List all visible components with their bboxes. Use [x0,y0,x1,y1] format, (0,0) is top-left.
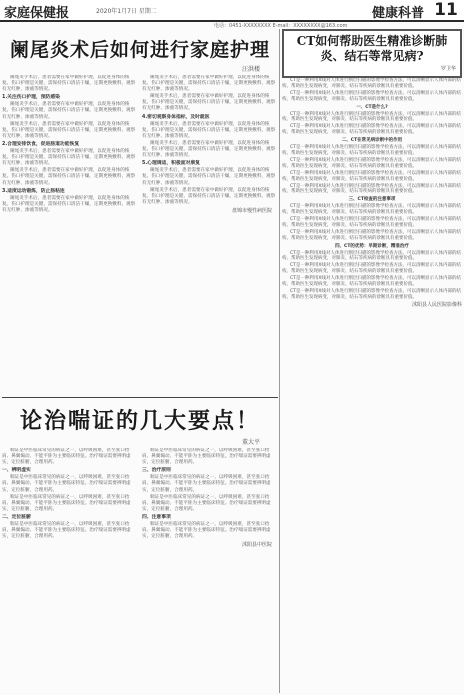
paragraph: 喘证是中医临床常见的病证之一，以呼吸困难，甚至张口抬肩、鼻翼煽动、不能平卧为主要临床特征。治疗喘证需要辨明虚实，定位脏腑，合理用药。 [142,494,271,512]
paragraph: 阑尾炎手术后，患者需要在家中做好护理，以促进身体的恢复。伤口护理是关键，需保持伤口清洁干燥，定期更换敷料，观察有无红肿、渗液等情况。 [142,168,276,186]
section-title: 健康科普 [371,6,424,21]
paragraph: 喘证是中医临床常见的病证之一，以呼吸困难，甚至张口抬肩、鼻翼煽动、不能平卧为主要临床特征。治疗喘证需要辨明虚实，定位脏腑，合理用药。 [2,475,131,493]
paragraph: 阑尾炎手术后，患者需要在家中做好护理，以促进身体的恢复。伤口护理是关键，需保持伤口清洁干燥，定期更换敷料，观察有无红肿、渗液等情况。 [2,75,136,93]
subheading: 一、辨明虚实 [2,468,31,474]
paragraph: 阑尾炎手术后，患者需要在家中做好护理，以促进身体的恢复。伤口护理是关键，需保持伤口清洁干燥，定期更换敷料，观察有无红肿、渗液等情况。 [2,168,136,186]
paragraph: 阑尾炎手术后，患者需要在家中做好护理，以促进身体的恢复。伤口护理是关键，需保持伤口清洁干燥，定期更换敷料，观察有无红肿、渗液等情况。 [142,140,276,159]
subheading: 1.关注伤口护理，预防感染 [2,95,60,101]
subheading: 一、CT是什么? [356,104,388,110]
article-title: 论治喘证的几大要点！ [19,408,260,434]
article-byline: 董大平 [241,439,260,446]
article-title: CT如何帮助医生精准诊断肺炎、结石等常见病? [296,34,448,63]
contact-line: 电话：0451-XXXXXXXX E-mail：XXXXXXXX@163.com [214,23,348,29]
subheading: 4.密切观察身体指标，及时就医 [142,114,210,120]
paragraph: CT是一种利用X线对人体进行断层扫描的影像学检查方法，可以清晰显示人体内部的结构，帮助医生发现病变，对肺炎、结石等疾病的诊断具有重要价值。 [282,157,461,169]
subheading: 四、注意事项 [142,514,171,520]
text-column [142,448,278,548]
subheading: 三、CT检查的注意事项 [348,197,396,203]
paragraph: CT是一种利用X线对人体进行断层扫描的影像学检查方法，可以清晰显示人体内部的结构，帮助医生发现病变，对肺炎、结石等疾病的诊断具有重要价值。 [282,78,461,89]
paragraph: CT是一种利用X线对人体进行断层扫描的影像学检查方法，可以清晰显示人体内部的结构，帮助医生发现病变，对肺炎、结石等疾病的诊断具有重要价值。 [282,90,461,102]
subheading: 二、定位脏腑 [2,514,31,520]
issue-date: 2020年1月7日 星期二 [96,8,157,15]
paper-title: 家庭保健报 [4,6,70,21]
headline-box [282,29,462,78]
paragraph: CT是一种利用X线对人体进行断层扫描的影像学检查方法，可以清晰显示人体内部的结构，帮助医生发现病变，对肺炎、结石等疾病的诊断具有重要价值。 [282,204,461,216]
paragraph: 阑尾炎手术后，患者需要在家中做好护理，以促进身体的恢复。伤口护理是关键，需保持伤口清洁干燥，定期更换敷料，观察有无红肿、渗液等情况。 [142,94,276,112]
paragraph: 喘证是中医临床常见的病证之一，以呼吸困难，甚至张口抬肩、鼻翼煽动、不能平卧为主要临床特征。治疗喘证需要辨明虚实，定位脏腑，合理用药。 [142,475,271,493]
paragraph: CT是一种利用X线对人体进行断层扫描的影像学检查方法，可以清晰显示人体内部的结构，帮助医生发现病变，对肺炎、结石等疾病的诊断具有重要价值。 [282,276,461,288]
paragraph: CT是一种利用X线对人体进行断层扫描的影像学检查方法，可以清晰显示人体内部的结构，帮助医生发现病变，对肺炎、结石等疾病的诊断具有重要价值。 [282,229,461,241]
paragraph: 阑尾炎手术后，患者需要在家中做好护理，以促进身体的恢复。伤口护理是关键，需保持伤口清洁干燥，定期更换敷料，观察有无红肿、渗液等情况。 [142,75,276,93]
subheading: 3.适度运动锻炼，防止肠粘连 [2,188,65,194]
paragraph: CT是一种利用X线对人体进行断层扫描的影像学检查方法，可以清晰显示人体内部的结构，帮助医生发现病变，对肺炎、结石等疾病的诊断具有重要价值。 [282,263,461,275]
paragraph: 阑尾炎手术后，患者需要在家中做好护理，以促进身体的恢复。伤口护理是关键，需保持伤口清洁干燥，定期更换敷料，观察有无红肿、渗液等情况。 [2,121,136,139]
article-title: 阑尾炎术后如何进行家庭护理 [9,39,270,61]
paragraph: 阑尾炎手术后，患者需要在家中做好护理，以促进身体的恢复。伤口护理是关键，需保持伤口清洁干燥，定期更换敷料，观察有无红肿、渗液等情况。 [2,102,136,120]
paragraph: CT是一种利用X线对人体进行断层扫描的影像学检查方法，可以清晰显示人体内部的结构，帮助医生发现病变，对肺炎、结石等疾病的诊断具有重要价值。 [282,170,461,182]
article-source: 沭阳县中医院 [241,542,272,549]
paragraph: CT是一种利用X线对人体进行断层扫描的影像学检查方法，可以清晰显示人体内部的结构，帮助医生发现病变，对肺炎、结石等疾病的诊断具有重要价值。 [282,183,461,195]
text-column [2,448,138,548]
paragraph: 喘证是中医临床常见的病证之一，以呼吸困难，甚至张口抬肩、鼻翼煽动、不能平卧为主要临床特征。治疗喘证需要辨明虚实，定位脏腑，合理用药。 [2,448,131,466]
masthead [0,0,464,22]
subheading: 二、CT在常见病诊断中的作用 [341,138,403,144]
text-column [2,75,138,215]
subheading: 2.合理安排饮食，促进肠道功能恢复 [2,141,80,147]
paragraph: 喘证是中医临床常见的病证之一，以呼吸困难，甚至张口抬肩、鼻翼煽动、不能平卧为主要临床特征。治疗喘证需要辨明虚实，定位脏腑，合理用药。 [142,448,271,466]
paragraph: CT是一种利用X线对人体进行断层扫描的影像学检查方法，可以清晰显示人体内部的结构，帮助医生发现病变，对肺炎、结石等疾病的诊断具有重要价值。 [282,111,461,123]
subheading: 5.心理调适，积极面对康复 [142,161,200,167]
article-body [2,448,278,548]
article-body [2,75,278,215]
subheading: 三、治疗原则 [142,468,171,474]
article-source: 盘锦市慢性病医院 [231,207,272,214]
text-column [142,75,278,215]
paragraph: CT是一种利用X线对人体进行断层扫描的影像学检查方法，可以清晰显示人体内部的结构，帮助医生发现病变，对肺炎、结石等疾病的诊断具有重要价值。 [282,145,461,156]
page-number: 11 [430,0,462,20]
paragraph: CT是一种利用X线对人体进行断层扫描的影像学检查方法，可以清晰显示人体内部的结构，帮助医生发现病变，对肺炎、结石等疾病的诊断具有重要价值。 [282,217,461,228]
paragraph: 喘证是中医临床常见的病证之一，以呼吸困难，甚至张口抬肩、鼻翼煽动、不能平卧为主要临床特征。治疗喘证需要辨明虚实，定位脏腑，合理用药。 [2,494,131,512]
paragraph: 阑尾炎手术后，患者需要在家中做好护理，以促进身体的恢复。伤口护理是关键，需保持伤口清洁干燥，定期更换敷料，观察有无红肿、渗液等情况。 [142,121,276,139]
article-source: 沭阳县人民医院影像科 [411,301,462,308]
subheading: 四、CT的优势：早期诊断，精准治疗 [335,243,409,249]
paragraph: 阑尾炎手术后，患者需要在家中做好护理，以促进身体的恢复。伤口护理是关键，需保持伤口清洁干燥，定期更换敷料，观察有无红肿、渗液等情况。 [2,149,136,167]
article-byline: 罗卫华 [440,66,456,72]
paragraph: 喘证是中医临床常见的病证之一，以呼吸困难，甚至张口抬肩、鼻翼煽动、不能平卧为主要临床特征。治疗喘证需要辨明虚实，定位脏腑，合理用药。 [2,522,131,540]
paragraph: 阑尾炎手术后，患者需要在家中做好护理，以促进身体的恢复。伤口护理是关键，需保持伤口清洁干燥，定期更换敷料，观察有无红肿、渗液等情况。 [142,187,276,205]
paragraph: CT是一种利用X线对人体进行断层扫描的影像学检查方法，可以清晰显示人体内部的结构，帮助医生发现病变，对肺炎、结石等疾病的诊断具有重要价值。 [282,289,461,300]
article-ct-scan [282,29,462,309]
paragraph: CT是一种利用X线对人体进行断层扫描的影像学检查方法，可以清晰显示人体内部的结构，帮助医生发现病变，对肺炎、结石等疾病的诊断具有重要价值。 [282,250,461,262]
article-appendicitis [2,29,278,215]
column-divider [279,29,280,693]
paragraph: 阑尾炎手术后，患者需要在家中做好护理，以促进身体的恢复。伤口护理是关键，需保持伤口清洁干燥，定期更换敷料，观察有无红肿、渗液等情况。 [2,195,136,213]
article-byline: 汪洪楼 [241,66,260,73]
article-body [282,78,462,309]
section-divider [2,397,278,398]
paragraph: CT是一种利用X线对人体进行断层扫描的影像学检查方法，可以清晰显示人体内部的结构，帮助医生发现病变，对肺炎、结石等疾病的诊断具有重要价值。 [282,124,461,136]
paragraph: 喘证是中医临床常见的病证之一，以呼吸困难，甚至张口抬肩、鼻翼煽动、不能平卧为主要临床特征。治疗喘证需要辨明虚实，定位脏腑，合理用药。 [142,522,271,540]
article-asthma [2,400,278,548]
